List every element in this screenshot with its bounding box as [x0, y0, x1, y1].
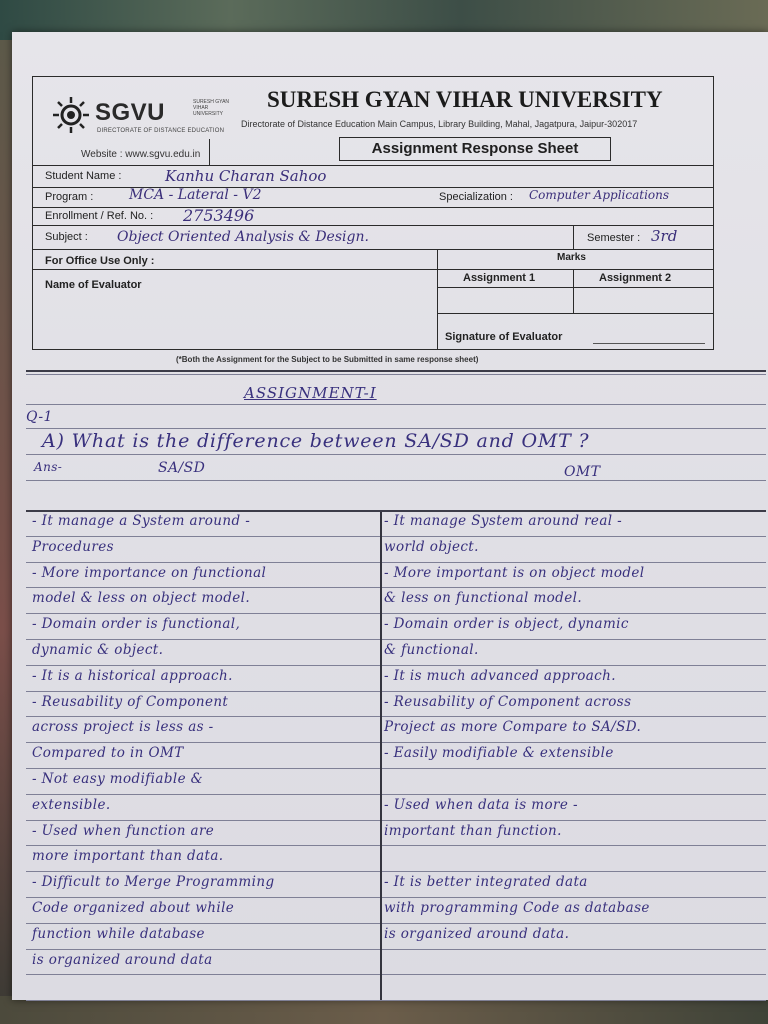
logo-small-text: SURESH GYAN VIHAR UNIVERSITY [193, 99, 230, 117]
sasd-point-line: - Not easy modifiable & [32, 771, 204, 787]
ruled-line [26, 742, 766, 743]
response-sheet-paper [12, 32, 768, 1000]
sasd-point-line: extensible. [32, 796, 111, 813]
ruled-line [26, 768, 766, 769]
ruled-line [26, 665, 766, 666]
ruled-line [26, 639, 766, 640]
omt-point-line: with programming Code as database [384, 900, 650, 916]
ruled-line [26, 562, 766, 563]
omt-point-line: & less on functional model. [384, 590, 583, 607]
ruled-line [26, 974, 766, 975]
sasd-point-line: - Difficult to Merge Programming [32, 874, 275, 891]
omt-point-line: - Domain order is object, dynamic [384, 616, 629, 633]
omt-point-line: - It manage System around real - [384, 513, 623, 529]
sasd-point-line: Compared to in OMT [32, 745, 184, 762]
sasd-point-line: Procedures [32, 538, 114, 555]
ruled-line [26, 691, 766, 692]
student-name-label: Student Name : [45, 170, 122, 182]
omt-point-line: - Reusability of Component across [384, 693, 632, 710]
sasd-point-line: - It manage a System around - [32, 513, 251, 529]
evaluator-name-label: Name of Evaluator [45, 279, 142, 291]
evaluator-signature-label: Signature of Evaluator [445, 331, 563, 343]
logo-directorate: DIRECTORATE OF DISTANCE EDUCATION [97, 128, 225, 134]
omt-point-line: world object. [384, 538, 479, 555]
sasd-point-line: Code organized about while [32, 900, 235, 916]
omt-point-line: & functional. [384, 642, 479, 658]
enrollment-label: Enrollment / Ref. No. : [45, 210, 154, 222]
omt-point-line: important than function. [384, 822, 562, 839]
sheet-title: Assignment Response Sheet [339, 137, 611, 161]
sun-emblem-icon [51, 95, 91, 135]
sasd-column-heading: SA/SD [158, 460, 206, 476]
assignment-heading: ASSIGNMENT-I [244, 384, 377, 402]
assignment2-label: Assignment 2 [599, 272, 672, 284]
ruled-line [26, 845, 766, 846]
sasd-point-line: is organized around data [32, 951, 213, 968]
office-use-label: For Office Use Only : [45, 255, 155, 267]
student-name-value: Kanhu Charan Sahoo [165, 167, 327, 185]
sasd-point-line: - Used when function are [32, 822, 215, 839]
specialization-label: Specialization : [439, 191, 513, 203]
sasd-point-line: - Reusability of Component [32, 693, 229, 710]
marks-label: Marks [557, 252, 586, 263]
ruled-line [26, 923, 766, 924]
university-title: SURESH GYAN VIHAR UNIVERSITY [267, 87, 663, 112]
semester-label: Semester : [587, 232, 641, 244]
question-number: Q-1 [26, 409, 53, 425]
ruled-line [26, 794, 766, 795]
column-divider [380, 512, 382, 1000]
university-address: Directorate of Distance Education Main Campus, Library Building, Mahal, Jagatpura, Jaipur-302017 [241, 119, 638, 129]
assignment1-label: Assignment 1 [463, 272, 536, 284]
ruled-line [26, 716, 766, 717]
ruled-line [26, 949, 766, 950]
omt-point-line: - It is much advanced approach. [384, 667, 616, 684]
ruled-line [26, 613, 766, 614]
sasd-point-line: more important than data. [32, 848, 224, 865]
omt-point-line: is organized around data. [384, 925, 570, 942]
specialization-value: Computer Applications [529, 188, 670, 202]
ruled-line [26, 820, 766, 821]
semester-value: 3rd [651, 227, 678, 245]
logo-wordmark: SGVU [95, 99, 166, 126]
sasd-point-line: model & less on object model. [32, 590, 251, 607]
university-logo [51, 95, 231, 139]
omt-column-heading: OMT [564, 464, 601, 480]
ruled-line [26, 536, 766, 537]
sasd-point-line: - Domain order is functional, [32, 616, 241, 633]
sasd-point-line: dynamic & object. [32, 642, 164, 658]
omt-point-line: - It is better integrated data [384, 874, 588, 891]
header-form [32, 76, 714, 350]
ruled-line [26, 871, 766, 872]
sasd-point-line: function while database [32, 925, 205, 942]
enrollment-value: 2753496 [183, 206, 255, 225]
answer-label: Ans- [34, 460, 63, 474]
sasd-point-line: across project is less as - [32, 719, 214, 736]
program-label: Program : [45, 191, 94, 203]
sasd-point-line: - More importance on functional [32, 564, 267, 581]
website: Website : www.sgvu.edu.in [81, 149, 201, 160]
omt-point-line: Project as more Compare to SA/SD. [384, 719, 642, 736]
submission-note: (*Both the Assignment for the Subject to be Submitted in same response sheet) [176, 355, 479, 364]
ruled-line [26, 897, 766, 898]
ruled-line [26, 1000, 766, 1001]
ruled-line [26, 587, 766, 588]
omt-point-line: - More important is on object model [384, 564, 645, 581]
sasd-point-line: - It is a historical approach. [32, 667, 233, 684]
omt-point-line: - Easily modifiable & extensible [384, 745, 614, 762]
question-text: A) What is the difference between SA/SD and OMT ? [42, 430, 590, 452]
subject-label: Subject : [45, 231, 88, 243]
omt-point-line: - Used when data is more - [384, 796, 578, 813]
program-value: MCA - Lateral - V2 [129, 187, 262, 203]
subject-value: Object Oriented Analysis & Design. [117, 229, 369, 245]
